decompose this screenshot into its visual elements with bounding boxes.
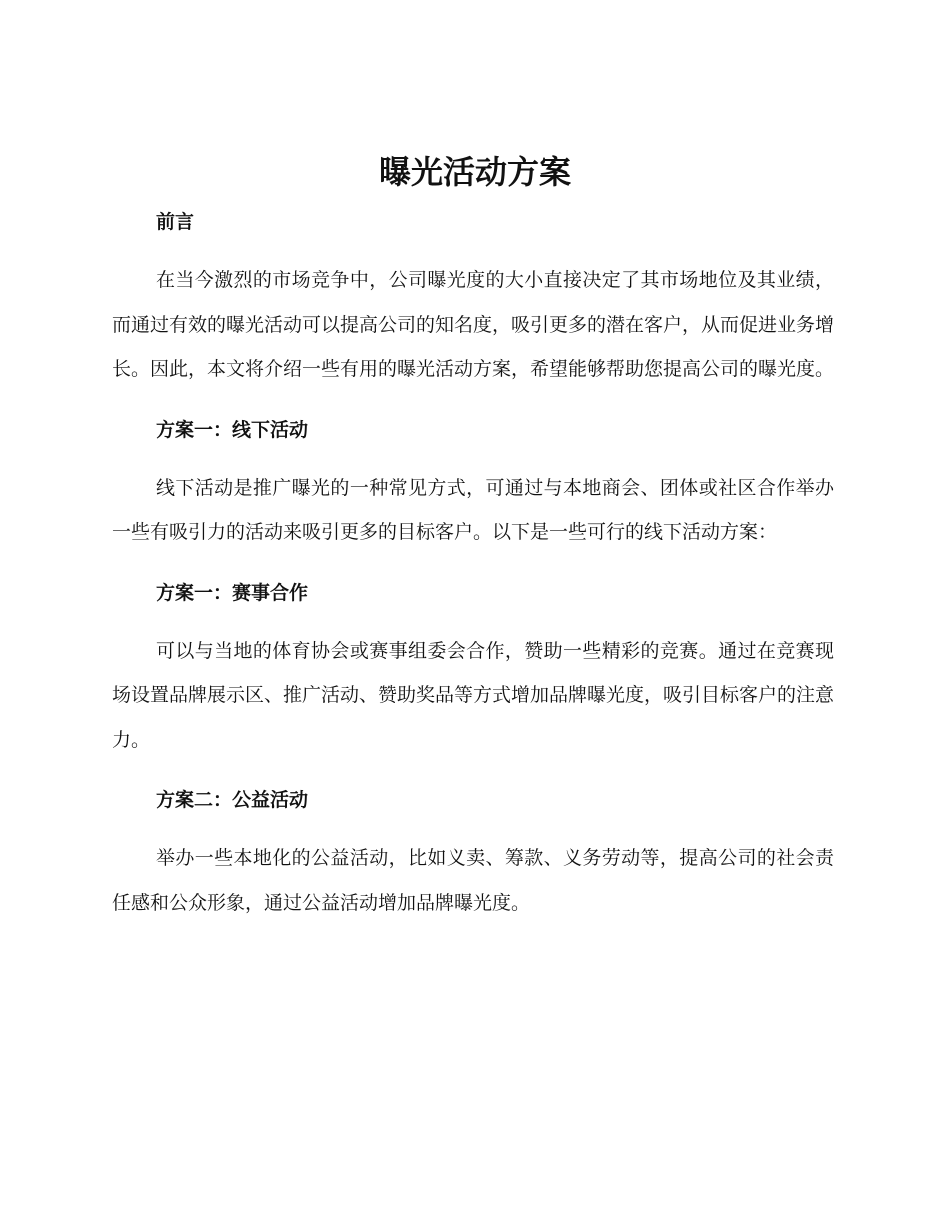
document-body (112, 200, 834, 941)
section-heading-charity-activities: 方案二：公益活动 (156, 789, 309, 811)
section-heading-preface: 前言 (156, 211, 195, 233)
paragraph-event-cooperation: 可以与当地的体育协会或赛事组委会合作，赞助一些精彩的竞赛。通过在竞赛现场设置品牌展示区、推广活动、赞助奖品等方式增加品牌曝光度，吸引目标客户的注意力。 (112, 639, 835, 751)
paragraph-offline-activities: 线下活动是推广曝光的一种常见方式，可通过与本地商会、团体或社区合作举办一些有吸引力的活动来吸引更多的目标客户。以下是一些可行的线下活动方案： (112, 476, 834, 543)
paragraph-preface: 在当今激烈的市场竞争中，公司曝光度的大小直接决定了其市场地位及其业绩，而通过有效的曝光活动可以提高公司的知名度，吸引更多的潜在客户，从而促进业务增长。因此，本文将介绍一些有用的曝光活动方案，希望能够帮助您提高公司的曝光度。 (112, 269, 835, 380)
document-title: 曝光活动方案 (378, 153, 571, 191)
paragraph-charity-activities: 举办一些本地化的公益活动，比如义卖、筹款、义务劳动等，提高公司的社会责任感和公众形象，通过公益活动增加品牌曝光度。 (112, 847, 834, 914)
section-heading-event-cooperation: 方案一：赛事合作 (156, 581, 309, 604)
section-heading-offline-activities: 方案一：线下活动 (156, 418, 309, 441)
